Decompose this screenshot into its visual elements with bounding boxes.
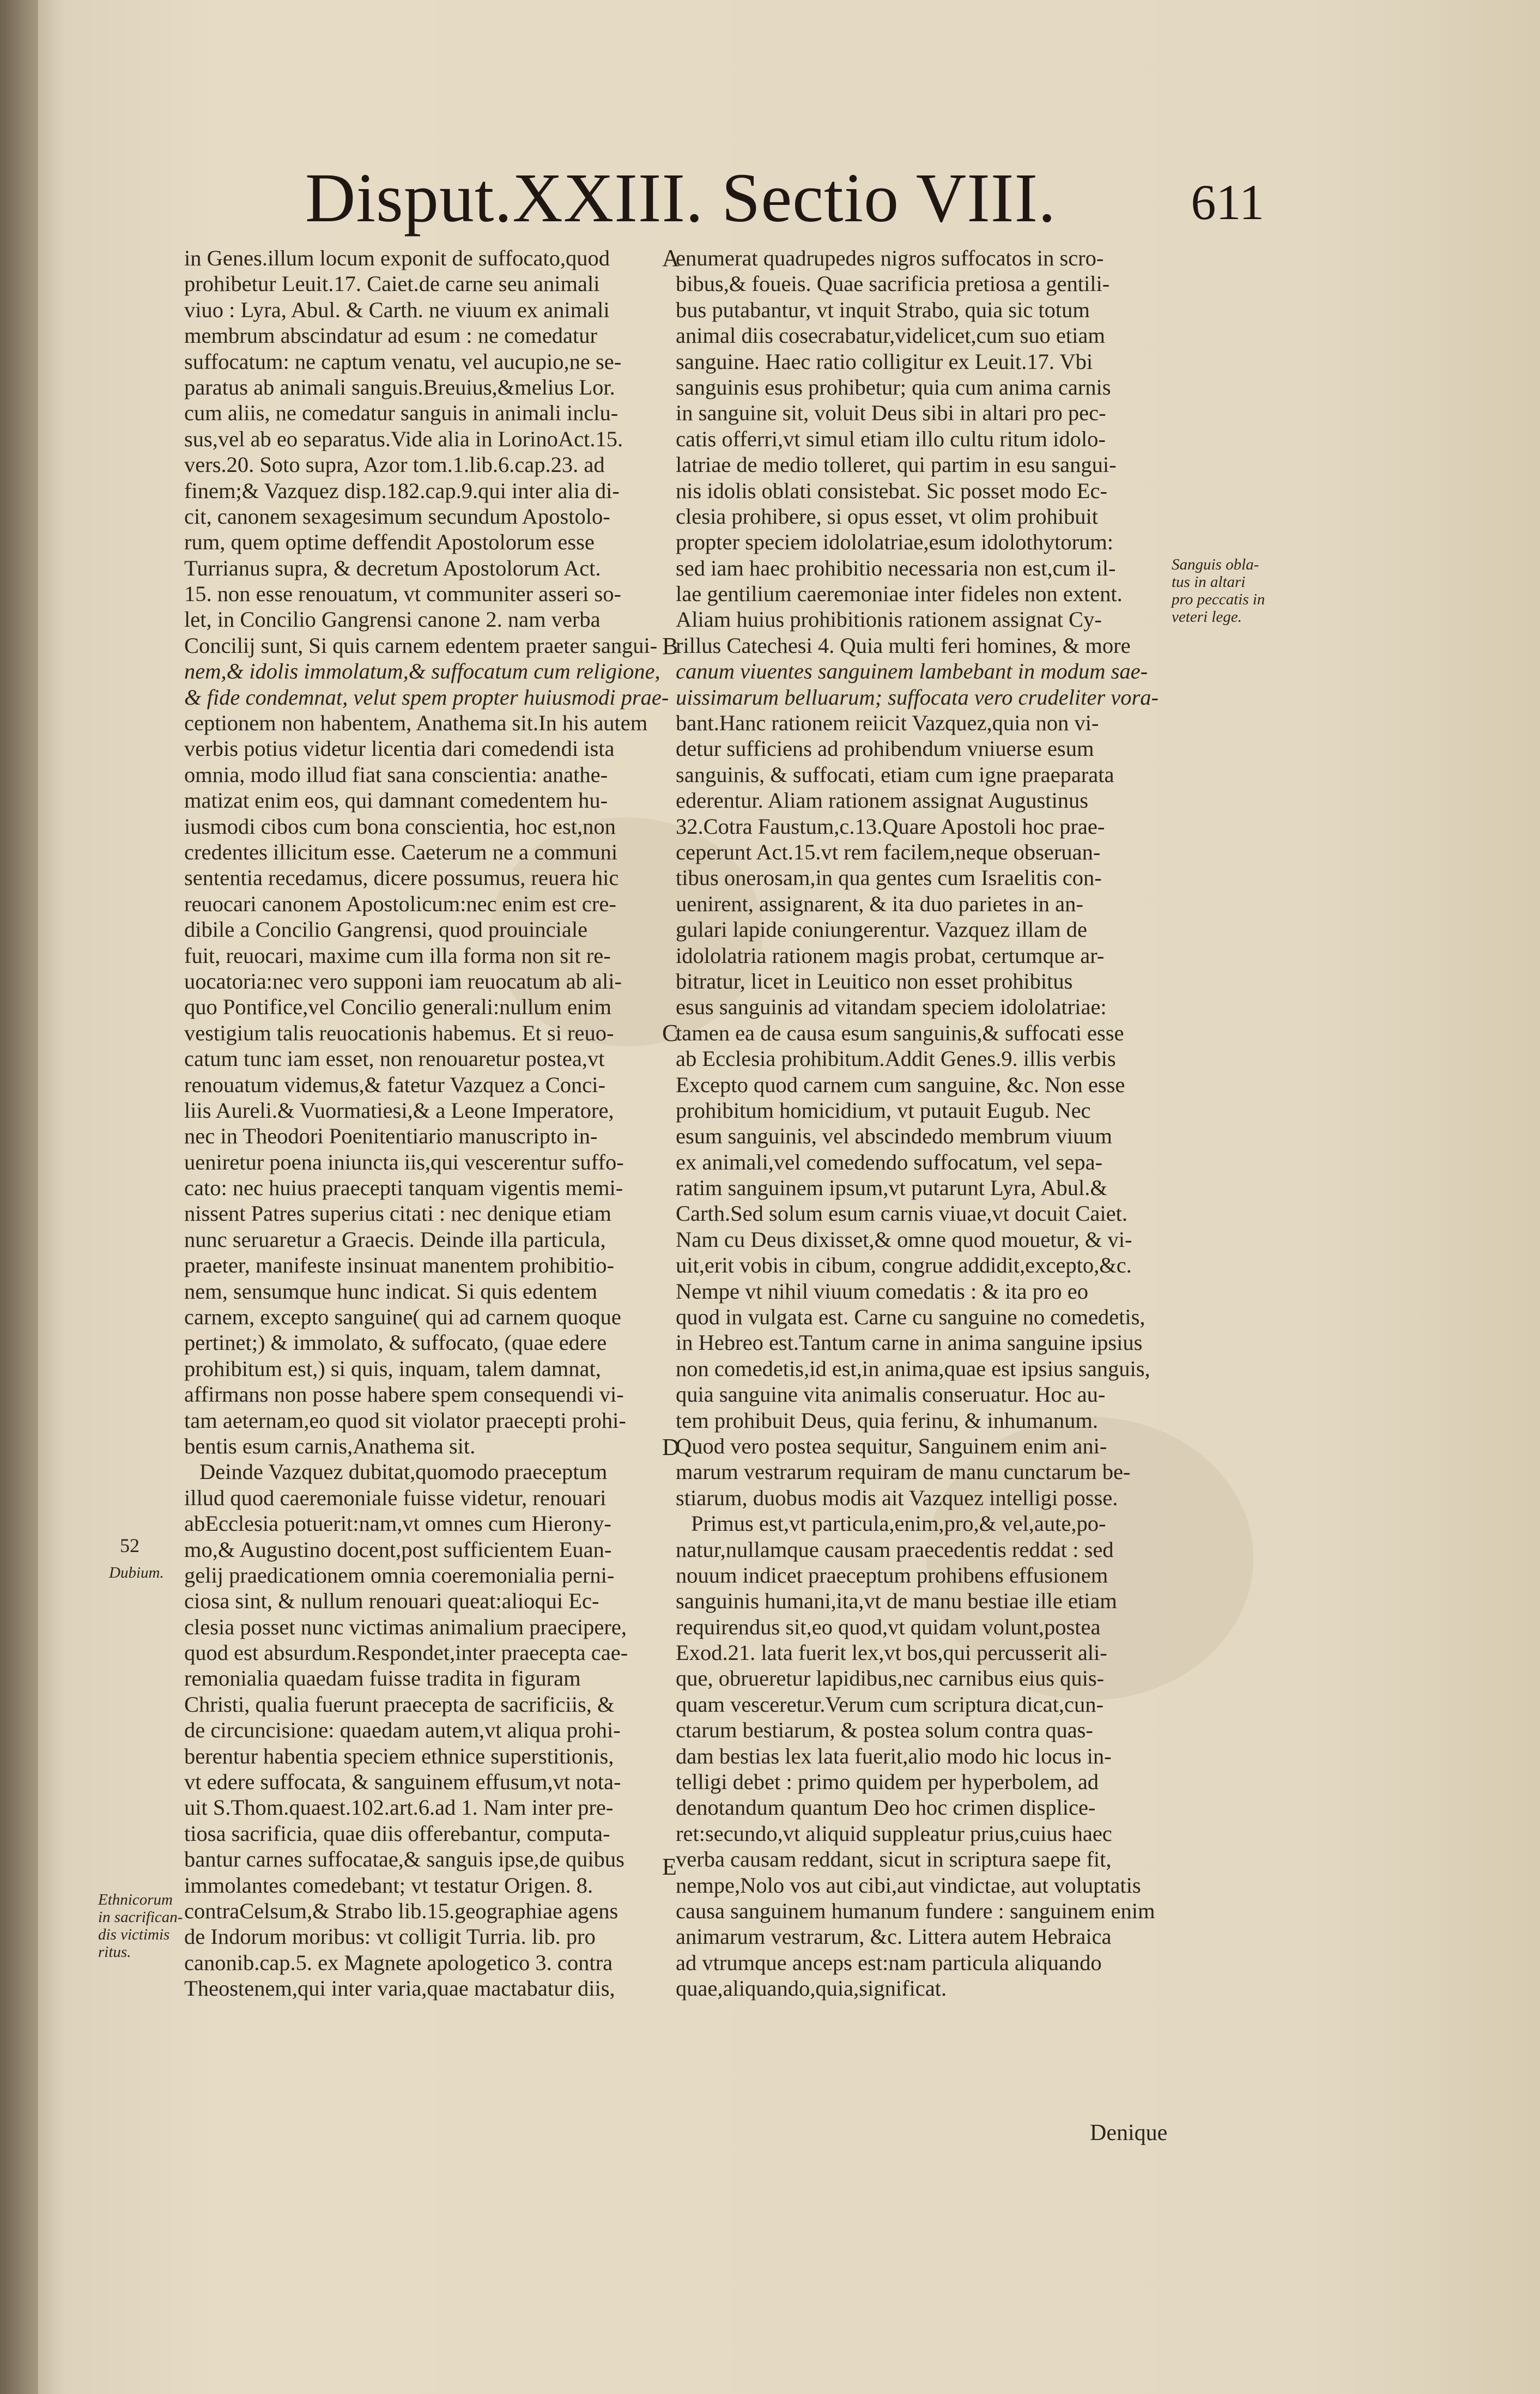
text-line: animarum vestrarum, &c. Littera autem Hebraica (676, 1924, 1112, 1949)
text-line: ceperunt Act.15.vt rem facilem,neque obseruan- (676, 839, 1101, 864)
text-line: viuo : Lyra, Abul. & Carth. ne viuum ex animali (184, 297, 610, 322)
text-line: nem,& idolis immolatum,& suffocatum cum religione, (184, 659, 660, 684)
margin-note-ethnicorum: Ethnicorum in sacrifican- dis victimis ritus. (98, 1891, 183, 1961)
text-line: verbis potius videtur licentia dari comedendi ista (184, 736, 615, 761)
text-line: nec in Theodori Poenitentiario manuscripto in- (184, 1124, 598, 1149)
text-line: gelij praedicationem omnia coeremonialia perni- (184, 1562, 615, 1587)
running-title: Disput.XXIII. Sectio VIII. (305, 159, 1057, 237)
text-line: catum tunc iam esset, non renouaretur postea,vt (184, 1046, 605, 1071)
text-line: ratim sanguinem ipsum,vt putarunt Lyra, Abul.& (676, 1175, 1107, 1201)
text-line: membrum abscindatur ad esum : ne comedatur (184, 323, 598, 348)
text-line: dam bestias lex lata fuerit,alio modo hic locus in- (676, 1743, 1112, 1768)
text-line: paratus ab animali sanguis.Breuius,&melius Lor. (184, 374, 615, 399)
text-line: uissimarum belluarum; suffocata vero crudeliter vora- (676, 684, 1159, 710)
catchword: Denique (1090, 2120, 1168, 2145)
text-line: abEcclesia potuerit:nam,vt omnes cum Hierony- (184, 1511, 611, 1536)
text-line: iusmodi cibos cum bona conscientia, hoc est,non (184, 814, 616, 839)
text-line: stiarum, duobus modis ait Vazquez intelligi posse. (676, 1485, 1118, 1510)
text-line: vt edere suffocata, & sanguinem effusum,vt nota- (184, 1769, 621, 1795)
text-line: de Indorum moribus: vt colligit Turria. lib. pro (184, 1924, 596, 1949)
text-line: rillus Catechesi 4. Quia multi feri homines, & more (676, 633, 1131, 658)
text-line: tamen ea de causa esum sanguinis,& suffocati esse (676, 1020, 1124, 1045)
text-line: causa sanguinem humanum fundere : sanguinem enim (676, 1899, 1155, 1923)
text-line: prohibitum est,) si quis, inquam, talem damnat, (184, 1356, 601, 1381)
text-line: sanguinis humani,ita,vt de manu bestiae ille etiam (676, 1589, 1117, 1614)
text-line: prohibetur Leuit.17. Caiet.de carne seu animali (184, 271, 600, 296)
text-line: enumerat quadrupedes nigros suffocatos in scro- (676, 246, 1104, 270)
text-line: Primus est,vt particula,enim,pro,& vel,aute,po- (691, 1511, 1106, 1536)
text-line: let, in Concilio Gangrensi canone 2. nam verba (184, 607, 601, 632)
text-line: animal diis cosecrabatur,videlicet,cum suo etiam (676, 323, 1105, 348)
text-line: nem, sensumque hunc indicat. Si quis edentem (184, 1278, 598, 1304)
text-line: in Genes.illum locum exponit de suffocato,quod (184, 246, 610, 270)
text-line: uocatoria:nec vero supponi iam reuocatum ab ali- (184, 968, 622, 993)
text-line: renouatum videmus,& fatetur Vazquez a Conci- (184, 1072, 606, 1097)
text-line: ceptionem non habentem, Anathema sit.In his autem (184, 711, 648, 736)
text-line: tibus onerosam,in qua gentes cum Israelitis con- (676, 865, 1102, 890)
section-letter-e: E (662, 1853, 677, 1880)
text-line: fuit, reuocari, maxime cum illa forma non sit re- (184, 943, 611, 968)
text-line: que, obrueretur lapidibus,nec carnibus eius quis- (676, 1666, 1105, 1691)
text-line: quam vesceretur.Verum cum scriptura dicat,cun- (676, 1692, 1104, 1717)
text-line: uenirent, assignarent, & ita duo parietes in an- (676, 891, 1083, 916)
text-line: quia sanguine vita animalis conseruatur. Hoc au- (676, 1382, 1106, 1407)
text-line: nempe,Nolo vos aut cibi,aut vindictae, aut voluptatis (676, 1872, 1141, 1898)
text-line: carnem, excepto sanguine( qui ad carnem quoque (184, 1305, 621, 1330)
text-line: bentis esum carnis,Anathema sit. (184, 1433, 476, 1458)
text-line: Turrianus supra, & decretum Apostolorum Act. (184, 555, 601, 580)
text-line: lae gentilium caeremoniae inter fideles non extent. (676, 581, 1123, 607)
text-line: ret:secundo,vt aliquid suppleatur prius,cuius haec (676, 1821, 1112, 1846)
text-line: Christi, qualia fuerunt praecepta de sacrificiis, & (184, 1692, 615, 1717)
text-line: nouum indicet praeceptum prohibens effusionem (676, 1562, 1108, 1587)
text-line: tiosa sacrificia, quae diis offerebantur, computa- (184, 1821, 610, 1846)
page-header (305, 158, 1264, 240)
page-number: 611 (1191, 174, 1264, 230)
text-line: verba causam reddant, sicut in scriptura saepe fit, (676, 1847, 1112, 1872)
text-line: reuocari canonem Apostolicum:nec enim est cre- (184, 891, 616, 916)
text-line: cato: nec huius praecepti tanquam vigentis memi- (184, 1175, 623, 1201)
text-line: affirmans non posse habere spem consequendi vi- (184, 1382, 624, 1407)
text-line: nissent Patres superius citati : nec denique etiam (184, 1201, 611, 1226)
text-line: illud quod caeremoniale fuisse videtur, renouari (184, 1485, 607, 1510)
text-line: quo Pontifice,vel Concilio generali:nullum enim (184, 995, 611, 1020)
text-line: esum sanguinis, vel abscindedo membrum viuum (676, 1124, 1112, 1149)
text-line: clesia prohibere, si opus esset, vt olim prohibuit (676, 504, 1098, 529)
text-line: denotandum quantum Deo hoc crimen displice- (676, 1795, 1096, 1820)
text-line: matizat enim eos, qui damnant comedentem hu- (184, 788, 608, 813)
text-line: Aliam huius prohibitionis rationem assignat Cy- (676, 607, 1102, 632)
text-line: cit, canonem sexagesimum secundum Apostolo- (184, 504, 610, 529)
text-line: & fide condemnat, velut spem propter huiusmodi prae- (184, 684, 669, 710)
text-line: ad vtrumque anceps est:nam particula aliquando (676, 1950, 1102, 1975)
text-line: ex animali,vel comedendo suffocatum, vel sepa- (676, 1149, 1103, 1174)
text-line: esus sanguinis ad vitandam speciem idololatriae: (676, 995, 1107, 1020)
text-line: uit,erit vobis in cibum, congrue addidit,excepto,&c. (676, 1253, 1132, 1278)
text-line: tam aeternam,eo quod sit violator praecepti prohi- (184, 1408, 626, 1433)
text-line: nis idolis oblati consistebat. Sic posset modo Ec- (676, 478, 1107, 503)
text-line: rum, quem optime deffendit Apostolorum esse (184, 530, 595, 555)
text-line: Carth.Sed solum esum carnis viuae,vt docuit Caiet. (676, 1201, 1127, 1226)
text-line: pertinet;) & immolato, & suffocato, (quae edere (184, 1330, 607, 1355)
text-line: latriae de medio tolleret, qui partim in esu sangui- (676, 452, 1117, 477)
text-line: nunc seruaretur a Graecis. Deinde illa particula, (184, 1227, 606, 1252)
text-line: Exod.21. lata fuerit lex,vt bos,qui percusserit ali- (676, 1640, 1107, 1665)
text-line: vestigium talis reuocationis habemus. Et si reuo- (184, 1020, 614, 1045)
text-line: suffocatum: ne captum venatu, vel aucupio,ne se- (184, 349, 622, 374)
text-line: canum viuentes sanguinem lambebant in modum sae- (676, 659, 1148, 684)
text-line: Theostenem,qui inter varia,quae mactabatur diis, (184, 1976, 615, 2001)
text-line: requirendus sit,eo quod,vt quidam volunt,postea (676, 1614, 1101, 1639)
text-line: tem prohibuit Deus, quia ferinu, & inhumanum. (676, 1408, 1098, 1433)
text-line: non comedetis,id est,in anima,quae est ipsius sanguis, (676, 1356, 1150, 1381)
text-line: natur,nullamque causam praecedentis reddat : sed (676, 1537, 1114, 1562)
text-line: cum aliis, ne comedatur sanguis in animali inclu- (184, 401, 619, 426)
text-line: sententia recedamus, dicere possumus, reuera hic (184, 865, 619, 890)
section-letter-b: B (662, 633, 678, 659)
section-letter-d: D (662, 1434, 680, 1460)
right-column (676, 245, 1172, 2002)
text-line: bitratur, licet in Leuitico non esset prohibitus (676, 968, 1073, 993)
text-line: prohibitum homicidium, vt putauit Eugub. Nec (676, 1098, 1091, 1123)
text-line: catis offerri,vt simul etiam illo cultu ritum idolo- (676, 426, 1106, 451)
text-line: uit S.Thom.quaest.102.art.6.ad 1. Nam inter pre- (184, 1795, 614, 1820)
text-line: ab Ecclesia prohibitum.Addit Genes.9. illis verbis (676, 1046, 1116, 1071)
text-line: propter speciem idololatriae,esum idolothytorum: (676, 530, 1114, 555)
text-line: de circuncisione: quaedam autem,vt aliqua prohi- (184, 1718, 621, 1743)
section-letter-c: C (662, 1020, 678, 1046)
text-line: contraCelsum,& Strabo lib.15.geographiae agens (184, 1899, 619, 1923)
text-line: bus putabantur, vt inquit Strabo, quia sic totum (676, 297, 1090, 322)
text-line: Nam cu Deus dixisset,& omne quod mouetur, & vi- (676, 1227, 1132, 1252)
text-line: ueniretur poena iniuncta iis,qui vescerentur suffo- (184, 1149, 624, 1174)
text-line: ederentur. Aliam rationem assignat Augustinus (676, 788, 1089, 813)
text-line: ctarum bestiarum, & postea solum contra quas- (676, 1718, 1093, 1743)
text-line: immolantes comedebant; vt testatur Origen. 8. (184, 1872, 593, 1898)
text-line: liis Aureli.& Vuormatiesi,& a Leone Imperatore, (184, 1098, 614, 1123)
text-line: dibile a Concilio Gangrensi, quod prouinciale (184, 917, 588, 942)
text-line: remonialia quaedam fuisse tradita in figuram (184, 1666, 581, 1691)
text-line: sed iam haec prohibitio necessaria non est,cum il- (676, 555, 1116, 580)
text-line: Deinde Vazquez dubitat,quomodo praeceptum (199, 1459, 608, 1484)
paragraph-number: 52 (120, 1535, 140, 1556)
margin-note-sanguis: Sanguis obla- tus in altari pro peccatis in veteri lege. (1172, 556, 1265, 626)
text-line: in Hebreo est.Tantum carne in anima sanguine ipsius (676, 1330, 1143, 1355)
text-line: 32.Cotra Faustum,c.13.Quare Apostoli hoc prae- (676, 814, 1105, 839)
text-line: vers.20. Soto supra, Azor tom.1.lib.6.cap.23. ad (184, 452, 605, 477)
text-line: credentes illicitum esse. Caeterum ne a communi (184, 839, 618, 864)
text-line: praeter, manifeste insinuat manentem prohibitio- (184, 1253, 614, 1278)
text-line: sanguinis esus prohibetur; quia cum anima carnis (676, 374, 1111, 399)
text-line: sanguinis, & suffocati, etiam cum igne praeparata (676, 762, 1114, 787)
text-line: ciosa sint, & nullum renouari queat:alioqui Ec- (184, 1589, 599, 1614)
text-line: berentur habentia speciem ethnice superstitionis, (184, 1743, 614, 1768)
text-line: quod in vulgata est. Carne cu sanguine no comedetis, (676, 1305, 1145, 1330)
text-line: 15. non esse renouatum, vt communiter asseri so- (184, 581, 621, 607)
text-line: telligi debet : primo quidem per hyperbolem, ad (676, 1769, 1099, 1795)
text-line: omnia, modo illud fiat sana conscientia: anathe- (184, 762, 608, 787)
text-line: Concilij sunt, Si quis carnem edentem praeter sangui- (184, 633, 658, 658)
text-line: clesia posset nunc victimas animalium praecipere, (184, 1614, 627, 1639)
text-line: in sanguine sit, voluit Deus sibi in altari pro pec- (676, 401, 1106, 426)
text-line: bibus,& foueis. Quae sacrificia pretiosa a gentili- (676, 271, 1110, 296)
text-line: Excepto quod carnem cum sanguine, &c. Non esse (676, 1072, 1125, 1097)
section-letter-a: A (662, 245, 680, 271)
text-line: bant.Hanc rationem reiicit Vazquez,quia non vi- (676, 711, 1099, 736)
left-column (184, 245, 669, 2002)
text-line: canonib.cap.5. ex Magnete apologetico 3. contra (184, 1950, 613, 1975)
text-line: finem;& Vazquez disp.182.cap.9.qui inter alia di- (184, 478, 620, 503)
text-line: marum vestrarum requiram de manu cunctarum be- (676, 1459, 1131, 1484)
text-line: Quod vero postea sequitur, Sanguinem enim ani- (676, 1433, 1107, 1458)
text-line: gulari lapide coniungerentur. Vazquez illam de (676, 917, 1087, 942)
text-line: quae,aliquando,quia,significat. (676, 1976, 947, 2001)
text-line: sanguine. Haec ratio colligitur ex Leuit.17. Vbi (676, 349, 1093, 374)
text-line: mo,& Augustino docent,post sufficientem Euan- (184, 1537, 612, 1562)
text-line: sus,vel ab eo separatus.Vide alia in LorinoAct.15. (184, 426, 623, 451)
text-line: detur sufficiens ad prohibendum vniuerse esum (676, 736, 1094, 761)
text-line: idololatria rationem magis probat, certumque ar- (676, 943, 1105, 968)
book-gutter (0, 0, 38, 2394)
margin-note-dubium: Dubium. (109, 1564, 164, 1581)
text-line: Nempe vt nihil viuum comedatis : & ita pro eo (676, 1278, 1088, 1304)
text-line: quod est absurdum.Respondet,inter praecepta cae- (184, 1640, 628, 1665)
text-line: bantur carnes suffocatae,& sanguis ipse,de quibus (184, 1847, 625, 1872)
